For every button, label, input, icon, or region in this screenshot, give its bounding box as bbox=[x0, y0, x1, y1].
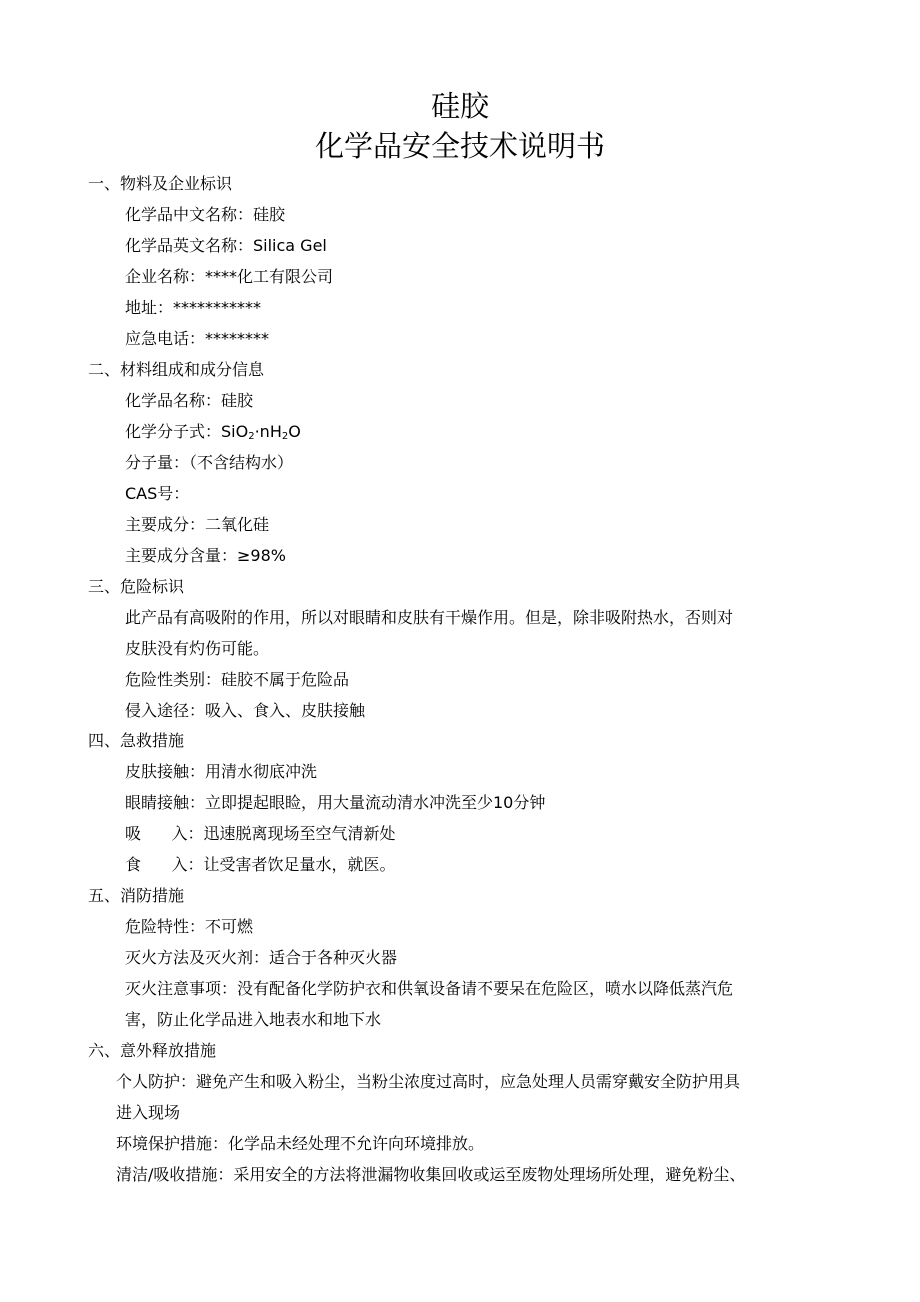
personal-protection-cont: 进入现场 bbox=[116, 1103, 181, 1122]
address: 地址：*********** bbox=[125, 298, 262, 317]
document-title: 硅胶 bbox=[430, 89, 489, 123]
eye-contact: 眼睛接触：立即提起眼睑，用大量流动清水冲洗至少10分钟 bbox=[125, 793, 546, 812]
hazard-description-cont: 皮肤没有灼伤可能。 bbox=[125, 639, 270, 658]
molecular-weight: 分子量：（不含结构水） bbox=[125, 453, 294, 472]
inhalation: 吸 入：迅速脱离现场至空气清新处 bbox=[125, 824, 396, 843]
cn-name: 化学品中文名称：硅胶 bbox=[125, 205, 286, 224]
hazard-category: 危险性类别：硅胶不属于危险品 bbox=[125, 670, 350, 689]
personal-protection: 个人防护：避免产生和吸入粉尘，当粉尘浓度过高时，应急处理人员需穿戴安全防护用具 bbox=[116, 1072, 741, 1091]
section-1-heading: 一、物料及企业标识 bbox=[88, 174, 233, 193]
main-component: 主要成分：二氧化硅 bbox=[125, 515, 270, 534]
section-4-heading: 四、急救措施 bbox=[88, 731, 185, 750]
ingestion: 食 入：让受害者饮足量水，就医。 bbox=[125, 855, 396, 874]
environmental-protection: 环境保护措施：化学品未经处理不允许向环境排放。 bbox=[116, 1134, 485, 1153]
formula-part: O bbox=[288, 422, 301, 441]
company-name: 企业名称：****化工有限公司 bbox=[125, 267, 334, 286]
main-content: 主要成分含量：≥98% bbox=[125, 546, 286, 565]
section-2-heading: 二、材料组成和成分信息 bbox=[88, 360, 265, 379]
section-5-heading: 五、消防措施 bbox=[88, 886, 185, 905]
fire-hazard: 危险特性：不可燃 bbox=[125, 917, 254, 936]
exposure-route: 侵入途径：吸入、食入、皮肤接触 bbox=[125, 701, 366, 720]
formula-subscript: 2 bbox=[248, 431, 255, 442]
extinguishing-method: 灭火方法及灭火剂：适合于各种灭火器 bbox=[125, 948, 398, 967]
molecular-formula bbox=[125, 421, 301, 443]
formula-part: SiO bbox=[221, 422, 249, 441]
emergency-phone: 应急电话：******** bbox=[125, 329, 270, 348]
formula-label: 化学分子式： bbox=[125, 422, 222, 441]
chemical-name: 化学品名称：硅胶 bbox=[125, 391, 254, 410]
en-name: 化学品英文名称：Silica Gel bbox=[125, 236, 327, 255]
section-6-heading: 六、意外释放措施 bbox=[88, 1041, 217, 1060]
document-subtitle: 化学品安全技术说明书 bbox=[314, 129, 605, 163]
firefighting-notes: 灭火注意事项：没有配备化学防护衣和供氧设备请不要呆在危险区，喷水以降低蒸汽危 bbox=[125, 979, 734, 998]
section-3-heading: 三、危险标识 bbox=[88, 577, 185, 596]
cleanup-measures: 清洁/吸收措施：采用安全的方法将泄漏物收集回收或运至废物处理场所处理，避免粉尘、 bbox=[116, 1165, 746, 1184]
formula-part: ·nH bbox=[254, 422, 282, 441]
hazard-description: 此产品有高吸附的作用，所以对眼睛和皮肤有干燥作用。但是，除非吸附热水，否则对 bbox=[125, 608, 734, 627]
skin-contact: 皮肤接触：用清水彻底冲洗 bbox=[125, 762, 318, 781]
firefighting-notes-cont: 害，防止化学品进入地表水和地下水 bbox=[125, 1010, 382, 1029]
cas-number: CAS号： bbox=[125, 484, 190, 503]
formula-subscript: 2 bbox=[281, 431, 289, 442]
